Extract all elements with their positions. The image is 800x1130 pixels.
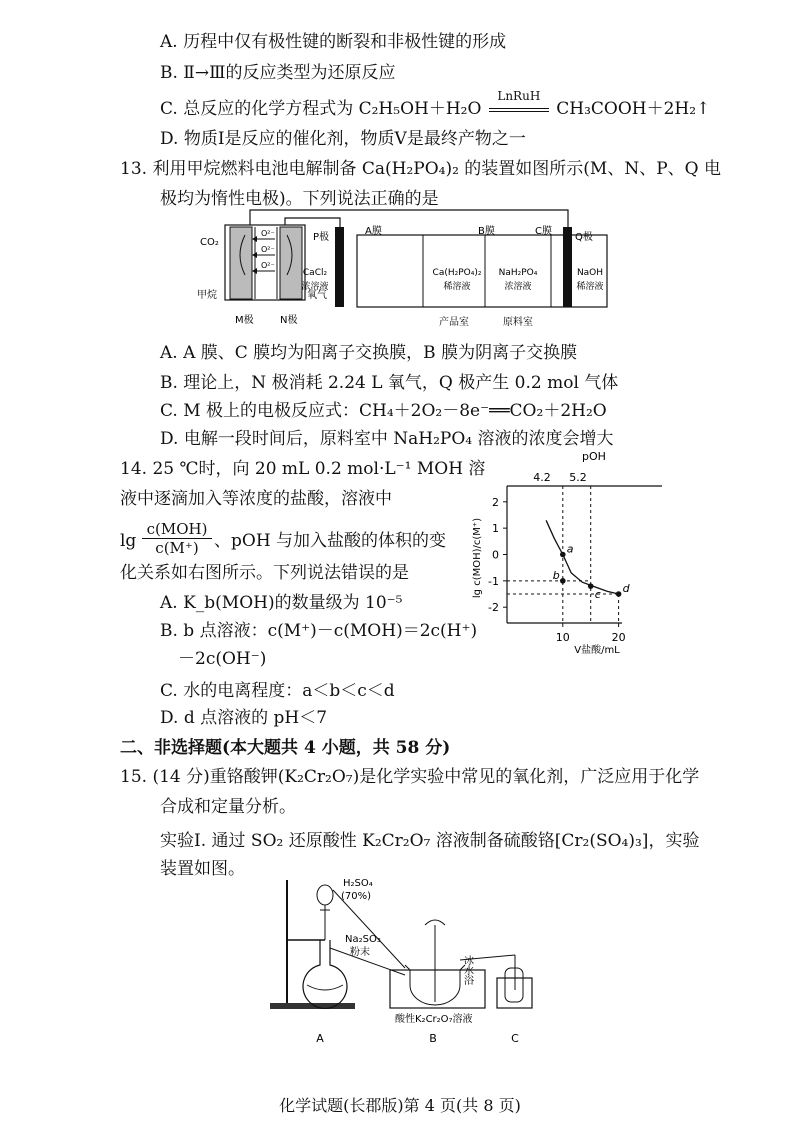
o2minus-label-2: O²⁻ <box>261 245 275 254</box>
q13-option-c: C. M 极上的电极反应式：CH₄＋2O₂－8e⁻══CO₂＋2H₂O <box>160 401 607 421</box>
poh-chart <box>462 448 672 660</box>
b-membrane-label: B膜 <box>478 226 495 237</box>
p-electrode-label: P极 <box>313 232 330 243</box>
data-curve <box>546 520 619 594</box>
cacl2-label-1: CaCl₂ <box>302 268 328 278</box>
h2so4-label: H₂SO₄ <box>343 878 373 889</box>
catalyst-label: LnRuH <box>497 89 541 103</box>
q15-line3: 实验Ⅰ. 通过 SO₂ 还原酸性 K₂Cr₂O₇ 溶液制备硫酸铬[Cr₂(SO₄)₃]，实验 <box>160 831 700 851</box>
cacl2-label-2: 浓溶液 <box>301 282 329 292</box>
label-b: B <box>429 1032 437 1045</box>
y-tick-label: 1 <box>492 522 499 536</box>
nah2po4-label-1: NaH₂PO₄ <box>498 268 538 278</box>
cah2po4-label-2: 稀溶液 <box>443 282 471 292</box>
data-point-c <box>588 583 594 589</box>
q12-option-c <box>160 89 711 120</box>
data-point-b <box>560 578 566 584</box>
q14-option-b-line2: －2c(OH⁻) <box>178 649 267 669</box>
q12-option-b: B. Ⅱ→Ⅲ的反应类型为还原反应 <box>160 63 396 83</box>
data-point-a <box>560 552 566 558</box>
data-point-label-a: a <box>566 542 574 556</box>
data-point-label-d: d <box>622 582 630 596</box>
lg-symbol: lg <box>120 531 137 551</box>
q12-option-c-prefix: C. 总反应的化学方程式为 C₂H₅OH＋H₂O <box>160 99 482 119</box>
q15-line2: 合成和定量分析。 <box>160 797 296 817</box>
y-tick-label: -1 <box>488 574 499 588</box>
q14-option-c: C. 水的电离程度：a＜b＜c＜d <box>160 681 395 701</box>
x-tick-label: 20 <box>611 631 626 644</box>
apparatus-figure <box>265 870 555 1060</box>
data-point-label-b: b <box>552 568 560 582</box>
o2minus-label-3: O²⁻ <box>261 261 275 270</box>
q13-stem-line2: 极均为惰性电极)。下列说法正确的是 <box>160 189 439 209</box>
x-tick-label: 10 <box>555 631 570 644</box>
methane-label: 甲烷 <box>197 290 217 301</box>
y-tick-label: 2 <box>492 495 499 509</box>
q15-line1: 15. (14 分)重铬酸钾(K₂Cr₂O₇)是化学实验中常见的氧化剂，广泛应用于化学 <box>120 767 700 787</box>
y-tick-label: 0 <box>492 548 499 562</box>
q14-stem-line4: 化关系如右图所示。下列说法错误的是 <box>120 563 409 583</box>
q14-option-d: D. d 点溶液的 pH＜7 <box>160 708 328 728</box>
label-c: C <box>511 1032 519 1045</box>
q13-option-b: B. 理论上，N 极消耗 2.24 L 氧气，Q 极产生 0.2 mol 气体 <box>160 373 619 393</box>
naoh-label-2: 稀溶液 <box>576 282 604 292</box>
y-tick-label: -2 <box>488 601 499 615</box>
q14-option-a: A. K_b(MOH)的数量级为 10⁻⁵ <box>160 593 403 613</box>
ice-bath-label: 冰水浴 <box>461 955 473 985</box>
ratio-fraction <box>142 520 212 557</box>
x-axis-label: V盐酸/mL <box>574 645 620 656</box>
label-a: A <box>316 1032 324 1045</box>
q13-option-d: D. 电解一段时间后，原料室中 NaH₂PO₄ 溶液的浓度会增大 <box>160 429 614 449</box>
q13-stem-line1: 13. 利用甲烷燃料电池电解制备 Ca(H₂PO₄)₂ 的装置如图所示(M、N、P、Q 电 <box>120 159 721 179</box>
data-point-label-c: c <box>594 588 601 602</box>
q12-option-c-suffix: CH₃COOH＋2H₂↑ <box>556 99 711 119</box>
powder-label: 粉末 <box>350 947 370 958</box>
electrolysis-figure <box>195 205 615 333</box>
chart-marks <box>488 486 631 644</box>
m-electrode-label: M极 <box>235 315 254 326</box>
q14-option-b-line1: B. b 点溶液：c(M⁺)－c(MOH)＝2c(H⁺) <box>160 621 478 641</box>
n-electrode-label: N极 <box>280 315 298 326</box>
q15-line4: 装置如图。 <box>160 859 245 879</box>
q14-stem-line2: 液中逐滴加入等浓度的盐酸，溶液中 <box>120 489 392 509</box>
catalyst-arrow <box>487 89 551 120</box>
q12-option-d: D. 物质Ⅰ是反应的催化剂，物质Ⅴ是最终产物之一 <box>160 129 526 149</box>
q14-stem-line3-tail: 、pOH 与加入盐酸的体积的变 <box>214 531 447 551</box>
data-point-d <box>616 591 622 597</box>
na2so3-label: Na₂SO₃ <box>345 934 381 945</box>
oxygen-label: 氧气 <box>307 290 327 301</box>
q13-option-a: A. A 膜、C 膜均为阳离子交换膜，B 膜为阴离子交换膜 <box>160 343 578 363</box>
k2cr2o7-label: 酸性K₂Cr₂O₇溶液 <box>395 1014 473 1025</box>
top-tick-label-2: 5.2 <box>569 471 587 484</box>
y-axis-label-group <box>472 518 483 598</box>
h2so4-conc-label: (70%) <box>341 891 372 902</box>
q-electrode-label: Q极 <box>575 232 593 243</box>
page-footer: 化学试题(长郡版)第 4 页(共 8 页) <box>279 1096 521 1115</box>
a-membrane-label: A膜 <box>365 226 382 237</box>
raw-room-label: 原料室 <box>503 317 533 328</box>
c-membrane-label: C膜 <box>535 226 552 237</box>
fraction-denominator: c(M⁺) <box>155 539 199 557</box>
top-axis-label: pOH <box>582 450 606 463</box>
fraction-numerator: c(MOH) <box>142 520 212 539</box>
section-2-heading: 二、非选择题(本大题共 4 小题，共 58 分) <box>120 738 451 758</box>
naoh-label-1: NaOH <box>576 268 604 278</box>
top-tick-label-1: 4.2 <box>533 471 551 484</box>
y-axis-label: lg c(MOH)/c(M⁺) <box>472 517 483 599</box>
cah2po4-label-1: Ca(H₂PO₄)₂ <box>432 268 482 278</box>
q14-stem-line1: 14. 25 ℃时，向 20 mL 0.2 mol·L⁻¹ MOH 溶 <box>120 459 486 479</box>
q12-option-a: A. 历程中仅有极性键的断裂和非极性键的形成 <box>160 32 507 52</box>
o2minus-label-1: O²⁻ <box>261 229 275 238</box>
product-room-label: 产品室 <box>439 317 469 328</box>
nah2po4-label-2: 浓溶液 <box>504 282 532 292</box>
co2-label: CO₂ <box>200 237 219 248</box>
